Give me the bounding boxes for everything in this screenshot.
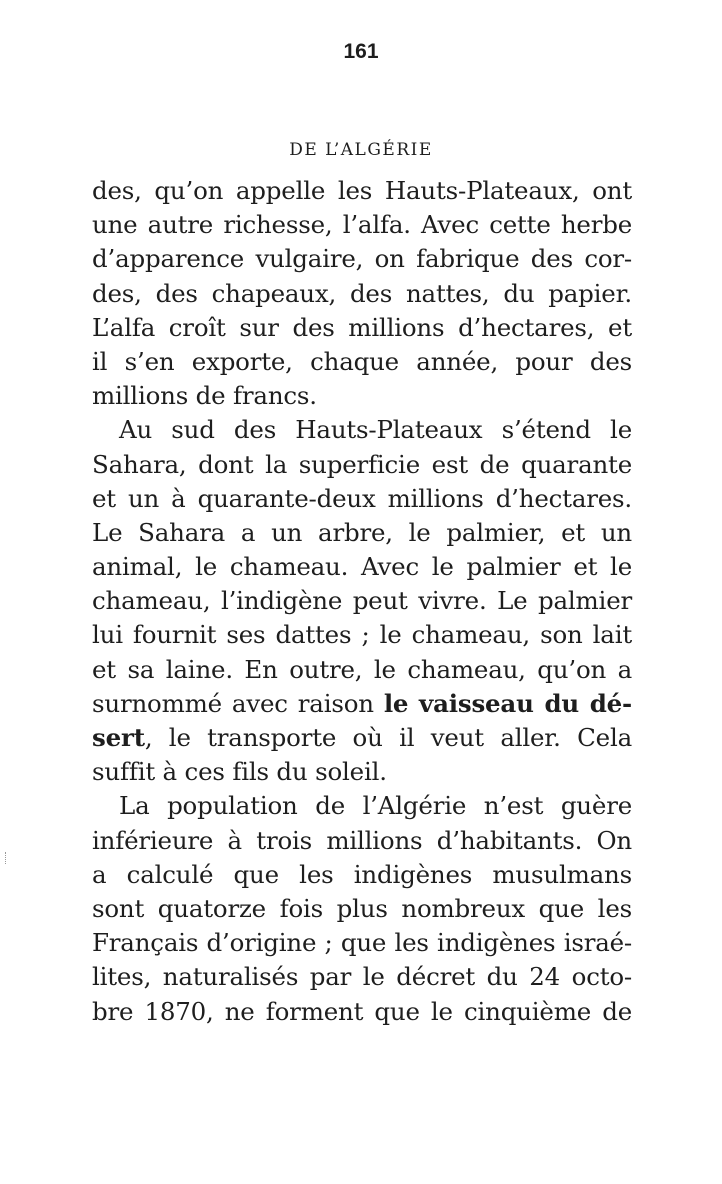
text-line: a calculé que les indigènes musulmans <box>92 859 632 889</box>
text-line: Le Sahara a un arbre, le palmier, et un <box>92 517 632 547</box>
running-head: DE L’ALGÉRIE <box>289 140 433 160</box>
text-run: surnommé avec raison <box>92 688 384 718</box>
text-line: millions de francs. <box>92 381 317 411</box>
text-line: L’alfa croît sur des millions d’hectares, et <box>92 312 632 342</box>
text-line: Français d’origine ; que les indigènes israé- <box>92 928 632 958</box>
text-line <box>92 687 632 721</box>
text-line: animal, le chameau. Avec le palmier et le <box>92 552 632 582</box>
text-line <box>92 721 632 755</box>
text-line: inférieure à trois millions d’habitants. On <box>92 825 632 855</box>
text-line: et un à quarante-deux millions d’hectares. <box>92 483 632 513</box>
text-line: il s’en exporte, chaque année, pour des <box>92 346 632 376</box>
text-line: lui fournit ses dattes ; le chameau, son lait <box>92 620 632 650</box>
text-line: lites, naturalisés par le décret du 24 octo- <box>92 962 632 992</box>
body-text <box>92 174 632 1029</box>
text-line: des, des chapeaux, des nattes, du papier. <box>92 278 632 308</box>
text-line: Sahara, dont la superficie est de quarante <box>92 449 632 479</box>
margin-mark <box>5 852 8 864</box>
text-line: et sa laine. En outre, le chameau, qu’on a <box>92 654 632 684</box>
text-line: bre 1870, ne forment que le cinquième de <box>92 996 632 1026</box>
text-line: chameau, l’indigène peut vivre. Le palmier <box>92 586 632 616</box>
paragraph-first-line: La population de l’Algérie n’est guère <box>119 791 632 821</box>
text-line: sont quatorze fois plus nombreux que les <box>92 893 632 923</box>
text-run: , le transporte où il veut aller. Cela <box>144 723 632 752</box>
bold-phrase: le vaisseau du dé- <box>383 688 632 718</box>
bold-phrase: sert <box>92 723 145 752</box>
page-number: 161 <box>343 40 379 63</box>
text-line: suffit à ces fils du soleil. <box>92 757 387 787</box>
paragraph-first-line: Au sud des Hauts-Plateaux s’étend le <box>119 415 632 445</box>
text-line: une autre richesse, l’alfa. Avec cette herbe <box>92 210 632 240</box>
text-line: d’apparence vulgaire, on fabrique des cor- <box>92 244 632 274</box>
text-line: des, qu’on appelle les Hauts-Plateaux, ont <box>92 176 632 205</box>
